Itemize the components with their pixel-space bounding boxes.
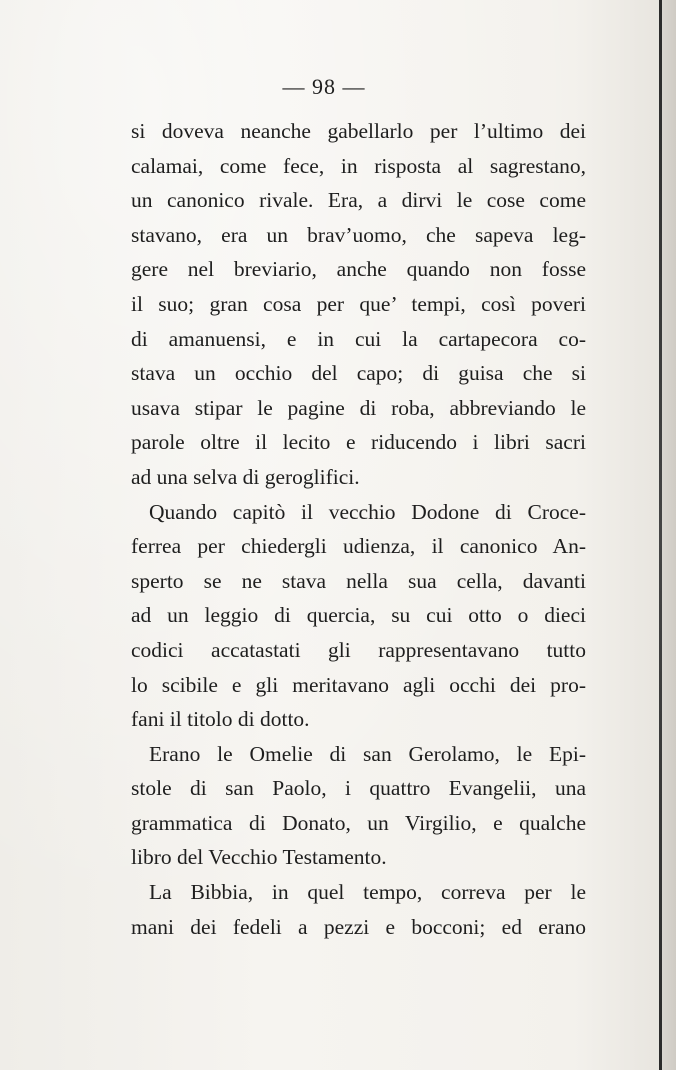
text-line: lo scibile e gli meritavano agli occhi dei pro-	[131, 672, 586, 697]
text-line: libro del Vecchio Testamento.	[131, 845, 387, 870]
page-edge-shadow	[662, 0, 676, 1070]
paragraph-1	[131, 114, 586, 495]
paragraph-4	[131, 875, 586, 944]
text-line: usava stipar le pagine di roba, abbreviando le	[131, 395, 586, 420]
page-number: — 98 —	[282, 74, 366, 99]
text-line: codici accatastati gli rappresentavano tutto	[131, 637, 586, 662]
text-line: stavano, era un brav’uomo, che sapeva leg-	[131, 222, 586, 247]
text-line: sperto se ne stava nella sua cella, davanti	[131, 568, 586, 593]
text-line: stole di san Paolo, i quattro Evangelii, una	[131, 776, 586, 801]
text-line: calamai, come fece, in risposta al sagrestano,	[131, 153, 586, 178]
paragraph-2	[131, 495, 586, 737]
text-line: stava un occhio del capo; di guisa che si	[131, 361, 586, 386]
text-line: si doveva neanche gabellarlo per l’ultimo dei	[131, 119, 586, 143]
text-line: parole oltre il lecito e riducendo i libri sacri	[131, 430, 586, 455]
text-line: fani il titolo di dotto.	[131, 707, 310, 732]
text-line: Erano le Omelie di san Gerolamo, le Epi-	[149, 741, 586, 766]
book-gutter-line	[659, 0, 662, 1070]
text-line: ad una selva di geroglifici.	[131, 464, 360, 489]
text-line: un canonico rivale. Era, a dirvi le cose come	[131, 188, 586, 213]
paragraph-3	[131, 737, 586, 875]
text-line: Quando capitò il vecchio Dodone di Croce-	[149, 499, 586, 524]
text-line: gere nel breviario, anche quando non fosse	[131, 257, 586, 282]
text-line: il suo; gran cosa per que’ tempi, così poveri	[131, 291, 586, 316]
text-line: mani dei fedeli a pezzi e bocconi; ed erano	[131, 914, 586, 939]
body-text	[131, 114, 586, 944]
text-line: La Bibbia, in quel tempo, correva per le	[149, 880, 586, 905]
text-line: ad un leggio di quercia, su cui otto o dieci	[131, 603, 586, 628]
text-line: ferrea per chiedergli udienza, il canonico An-	[131, 534, 586, 559]
text-line: di amanuensi, e in cui la cartapecora co-	[131, 326, 586, 351]
text-line: grammatica di Donato, un Virgilio, e qualche	[131, 810, 586, 835]
